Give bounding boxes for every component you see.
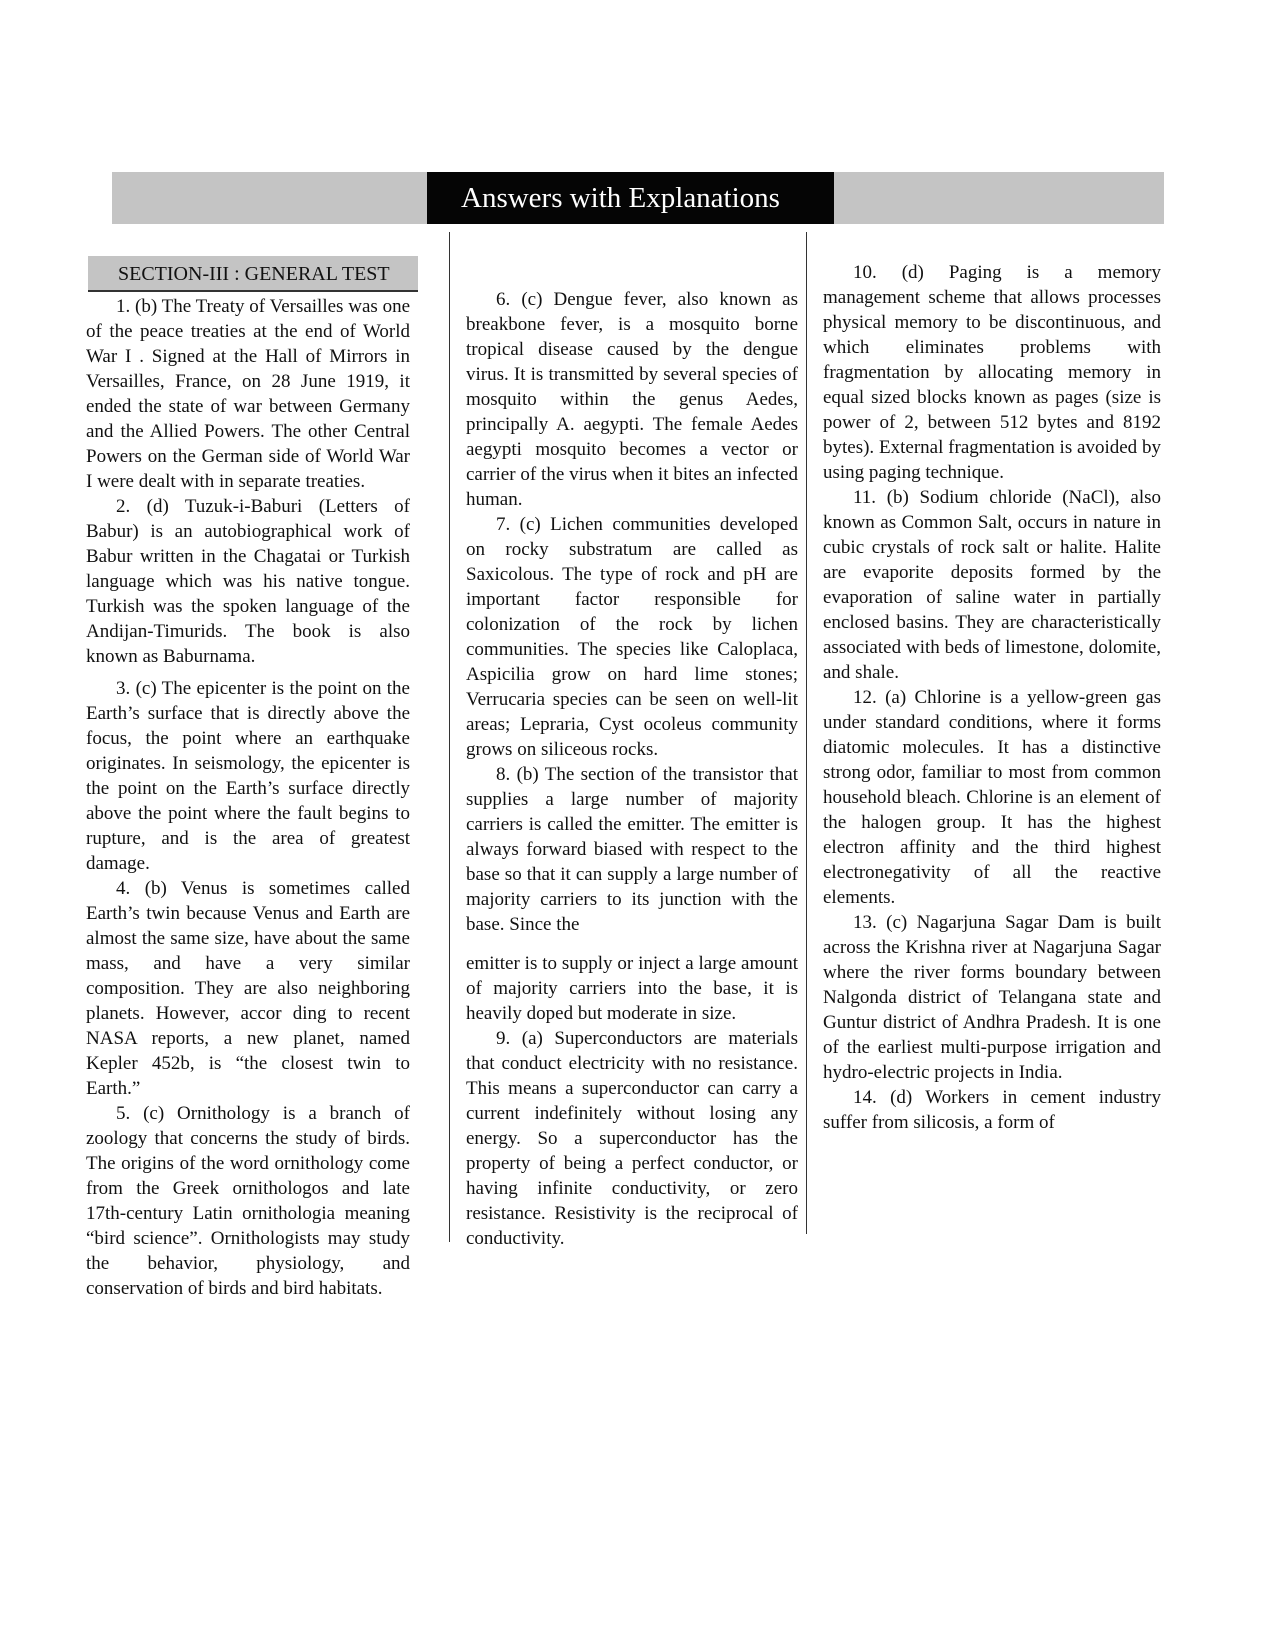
answer-item: 3. (c) The epicenter is the point on the Earth’s surface that is directly above the focus, the point where an earthquake originates. In seismology, the epicenter is the point on the Earth’s surface directly above the point where the fault begins to rupture, and is the area of greatest damage. <box>86 678 410 874</box>
answer-item: 6. (c) Dengue fever, also known as breakbone fever, is a mosquito borne tropical disease caused by the dengue virus. It is transmitted by several species of mosquito within the genus Aedes, principally A. aegypti. The female Aedes aegypti mosquito becomes a vector or carrier of the virus when it bites an infected human. <box>466 289 798 510</box>
column-divider-left <box>449 232 450 1242</box>
answer-item: 11. (b) Sodium chloride (NaCl), also known as Common Salt, occurs in nature in cubic crystals of rock salt or halite. Halite are evaporite deposits formed by the evaporation of saline water in partially enclosed basins. They are characteristically associated with beds of limestone, dolomite, and shale. <box>823 487 1161 683</box>
column-left <box>86 294 410 1301</box>
answer-item: 2. (d) Tuzuk-i-Baburi (Letters of Babur) is an autobiographical work of Babur written in the Chagatai or Turkish language which was his native tongue. Turkish was the spoken language of the Andijan-Timurids. The book is also known as Baburnama. <box>86 496 410 667</box>
answer-item: 14. (d) Workers in cement industry suffer from silicosis, a form of <box>823 1087 1161 1133</box>
answer-item: 10. (d) Paging is a memory management scheme that allows processes physical memory to be discontinuous, and which eliminates problems with fragmentation by allocating memory in equal sized blocks known as pages (size is power of 2, between 512 bytes and 8192 bytes). External fragmentation is avoided by using paging technique. <box>823 262 1161 483</box>
answer-item: 4. (b) Venus is sometimes called Earth’s twin because Venus and Earth are almost the same size, have about the same mass, and have a very similar composition. They are also neighboring planets. However, accor ding to recent NASA reports, a new planet, named Kepler 452b, is “the closest twin to Earth.” <box>86 878 410 1099</box>
column-right <box>823 260 1161 1135</box>
answer-item: 13. (c) Nagarjuna Sagar Dam is built across the Krishna river at Nagarjuna Sagar where the river forms boundary between Nalgonda district of Telangana state and Guntur district of Andhra Pradesh. It is one of the earliest multi-purpose irrigation and hydro-electric projects in India. <box>823 912 1161 1083</box>
answer-item: 5. (c) Ornithology is a branch of zoology that concerns the study of birds. The origins of the word ornithology come from the Greek ornithologos and late 17th-century Latin ornithologia meaning “bird science”. Ornithologists may study the behavior, physiology, and conservation of birds and bird habitats. <box>86 1103 410 1299</box>
column-middle <box>466 287 798 1251</box>
answer-item: 8. (b) The section of the transistor that supplies a large number of majority carriers is called the emitter. The emitter is always forward biased with respect to the base so that it can supply a large number of majority carriers to its junction with the base. Since the <box>466 764 798 935</box>
answer-item: 9. (a) Superconductors are materials that conduct electricity with no resistance. This means a superconductor can carry a current indefinitely without losing any energy. So a superconductor has the property of being a perfect conductor, or having infinite conductivity, or zero resistance. Resistivity is the reciprocal of conductivity. <box>466 1028 798 1249</box>
answer-item: 1. (b) The Treaty of Versailles was one of the peace treaties at the end of World War I . Signed at the Hall of Mirrors in Versailles, France, on 28 June 1919, it ended the state of war between Germany and the Allied Powers. The other Central Powers on the German side of World War I were dealt with in separate treaties. <box>86 296 410 492</box>
section-title: SECTION-III : GENERAL TEST <box>88 256 418 292</box>
banner-title: Answers with Explanations <box>427 172 834 224</box>
column-divider-right <box>806 232 807 1234</box>
answer-item: 12. (a) Chlorine is a yellow-green gas under standard conditions, where it forms diatomic molecules. It has a distinctive strong odor, familiar to most from common household bleach. Chlorine is an element of the halogen group. It has the highest electron affinity and the third highest electronegativity of all the reactive elements. <box>823 687 1161 908</box>
answer-item: 7. (c) Lichen communities developed on rocky substratum are called as Saxicolous. The type of rock and pH are important factor responsible for colonization of the rock by lichen communities. The species like Caloplaca, Aspicilia grow on hard lime stones; Verrucaria species can be seen on well-lit areas; Lepraria, Cyst ocoleus community grows on siliceous rocks. <box>466 514 798 760</box>
answer-continuation: emitter is to supply or inject a large amount of majority carriers into the base, it is heavily doped but moderate in size. <box>466 953 798 1024</box>
